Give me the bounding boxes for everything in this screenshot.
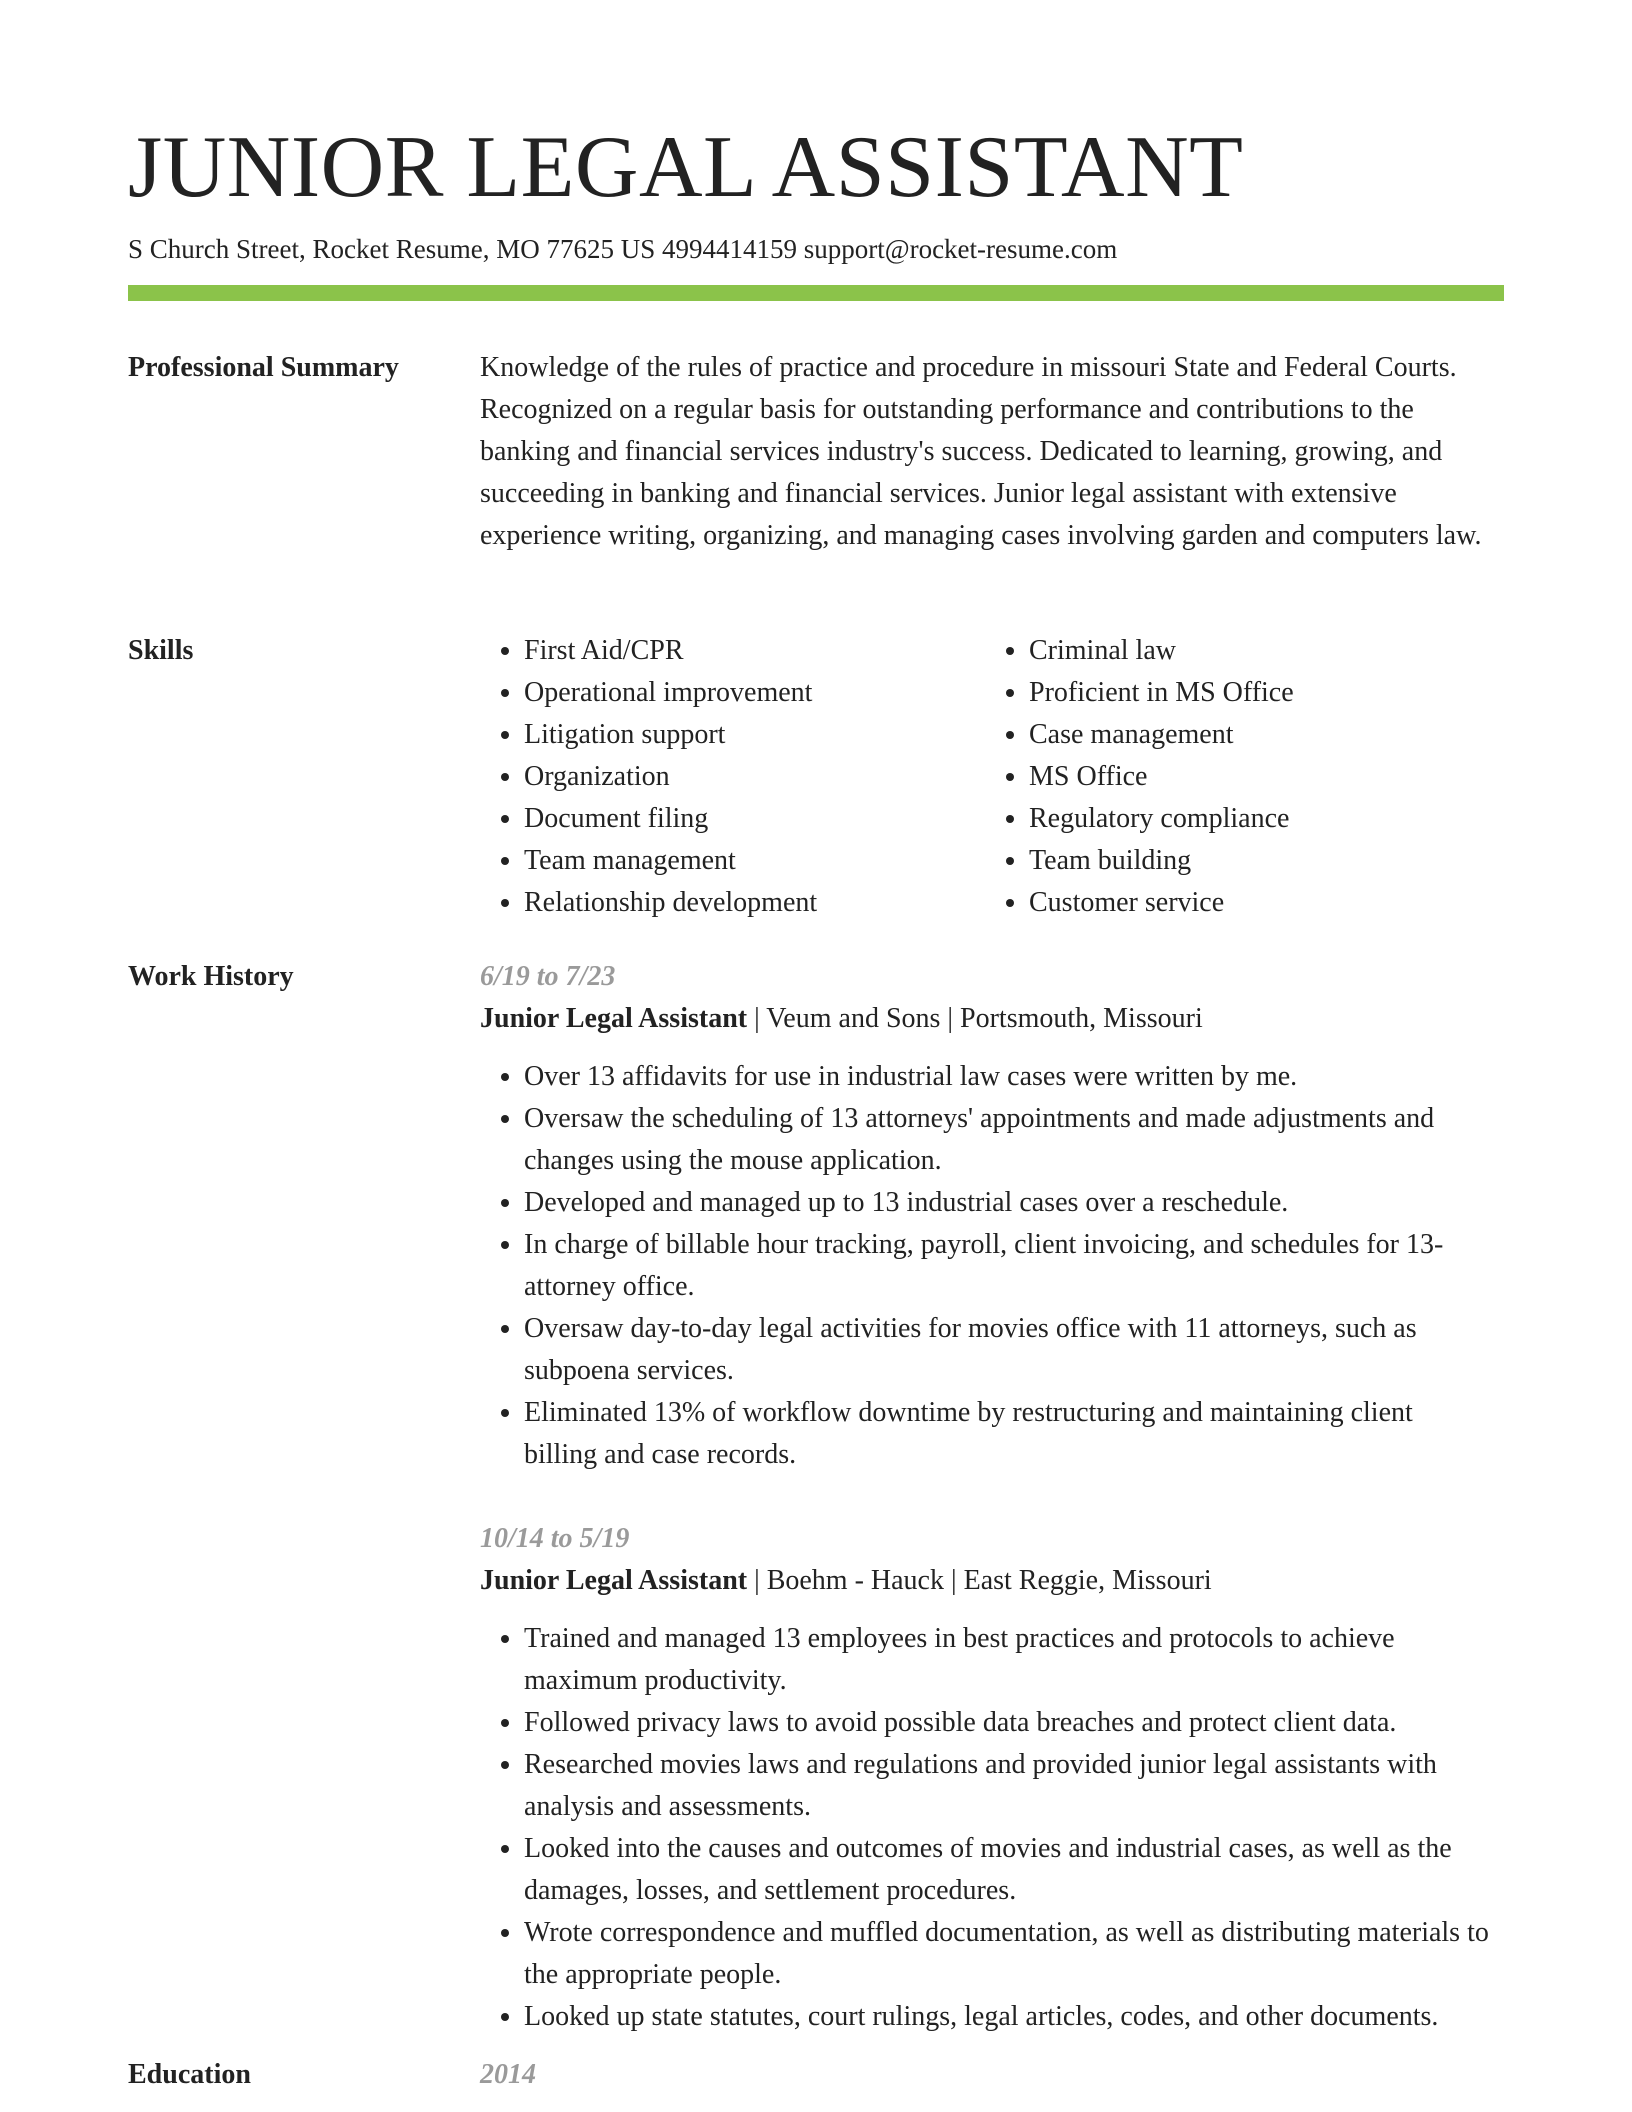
skill-item: • MS Office: [1029, 756, 1490, 798]
work-history-section: [480, 956, 1490, 2038]
job-bullet: • Over 13 affidavits for use in industrial law cases were written by me.: [524, 1056, 1490, 1098]
job-bullets: [480, 1056, 1490, 1476]
job-title: Junior Legal Assistant: [480, 1565, 748, 1596]
job-bullet: • In charge of billable hour tracking, payroll, client invoicing, and schedules for 13-attorney office.: [524, 1224, 1490, 1308]
education-dates: 2014: [480, 2059, 536, 2090]
work-history-heading: Work History: [128, 961, 294, 992]
skill-item: • Document filing: [524, 798, 985, 840]
skill-item: • Operational improvement: [524, 672, 985, 714]
skill-item: • First Aid/CPR: [524, 630, 985, 672]
job-bullet: • Followed privacy laws to avoid possible data breaches and protect client data.: [524, 1702, 1490, 1744]
education-heading: Education: [128, 2059, 251, 2090]
job-bullet: • Looked into the causes and outcomes of movies and industrial cases, as well as the damages, losses, and settlement procedures.: [524, 1828, 1490, 1912]
contact-line: S Church Street, Rocket Resume, MO 77625 US 4994414159 support@rocket-resume.com: [128, 234, 1118, 264]
skills-section: [480, 630, 1490, 924]
skill-item: • Litigation support: [524, 714, 985, 756]
skills-column-right: [985, 630, 1490, 924]
skill-item: • Case management: [1029, 714, 1490, 756]
summary-heading: Professional Summary: [128, 352, 399, 383]
skills-heading: Skills: [128, 635, 194, 666]
skill-item: • Proficient in MS Office: [1029, 672, 1490, 714]
job-bullet: • Wrote correspondence and muffled documentation, as well as distributing materials to the appropriate people.: [524, 1912, 1490, 1996]
skills-column-left: [480, 630, 985, 924]
header-divider: [128, 285, 1504, 301]
skill-item: • Customer service: [1029, 882, 1490, 924]
job-bullet: • Oversaw the scheduling of 13 attorneys' appointments and made adjustments and changes using the mouse application.: [524, 1098, 1490, 1182]
job-dates: 6/19 to 7/23: [480, 961, 616, 992]
job-bullet: • Researched movies laws and regulations and provided junior legal assistants with analysis and assessments.: [524, 1744, 1490, 1828]
education-section: [480, 2054, 1490, 2096]
skill-item: • Team management: [524, 840, 985, 882]
skill-item: • Criminal law: [1029, 630, 1490, 672]
job-bullet: • Trained and managed 13 employees in best practices and protocols to achieve maximum productivity.: [524, 1618, 1490, 1702]
job-entry: [480, 1518, 1490, 2038]
summary-text: Knowledge of the rules of practice and procedure in missouri State and Federal Courts. Recognized on a regular basis for outstanding performance and contributions to the banking and financial services industry's success. Dedicated to learning, growing, and succeeding in banking and financial services. Junior legal assistant with extensive experience writing, organizing, and managing cases involving garden and computers law.: [480, 352, 1482, 551]
skill-item: • Regulatory compliance: [1029, 798, 1490, 840]
skill-item: • Organization: [524, 756, 985, 798]
resume-title: JUNIOR LEGAL ASSISTANT: [128, 119, 1244, 216]
job-dates: 10/14 to 5/19: [480, 1523, 630, 1554]
job-bullet: • Eliminated 13% of workflow downtime by restructuring and maintaining client billing and case records.: [524, 1392, 1490, 1476]
summary-section: [480, 347, 1490, 557]
job-heading: [480, 998, 1490, 1040]
skill-item: • Relationship development: [524, 882, 985, 924]
job-entry: [480, 956, 1490, 1476]
job-bullet: • Developed and managed up to 13 industrial cases over a reschedule.: [524, 1182, 1490, 1224]
job-bullet: • Oversaw day-to-day legal activities for movies office with 11 attorneys, such as subpoena services.: [524, 1308, 1490, 1392]
job-employer: | Veum and Sons | Portsmouth, Missouri: [747, 1003, 1203, 1034]
job-bullet: • Looked up state statutes, court rulings, legal articles, codes, and other documents.: [524, 1996, 1490, 2038]
job-title: Junior Legal Assistant: [480, 1003, 748, 1034]
skill-item: • Team building: [1029, 840, 1490, 882]
job-employer: | Boehm - Hauck | East Reggie, Missouri: [747, 1565, 1212, 1596]
job-heading: [480, 1560, 1490, 1602]
job-bullets: [480, 1618, 1490, 2038]
